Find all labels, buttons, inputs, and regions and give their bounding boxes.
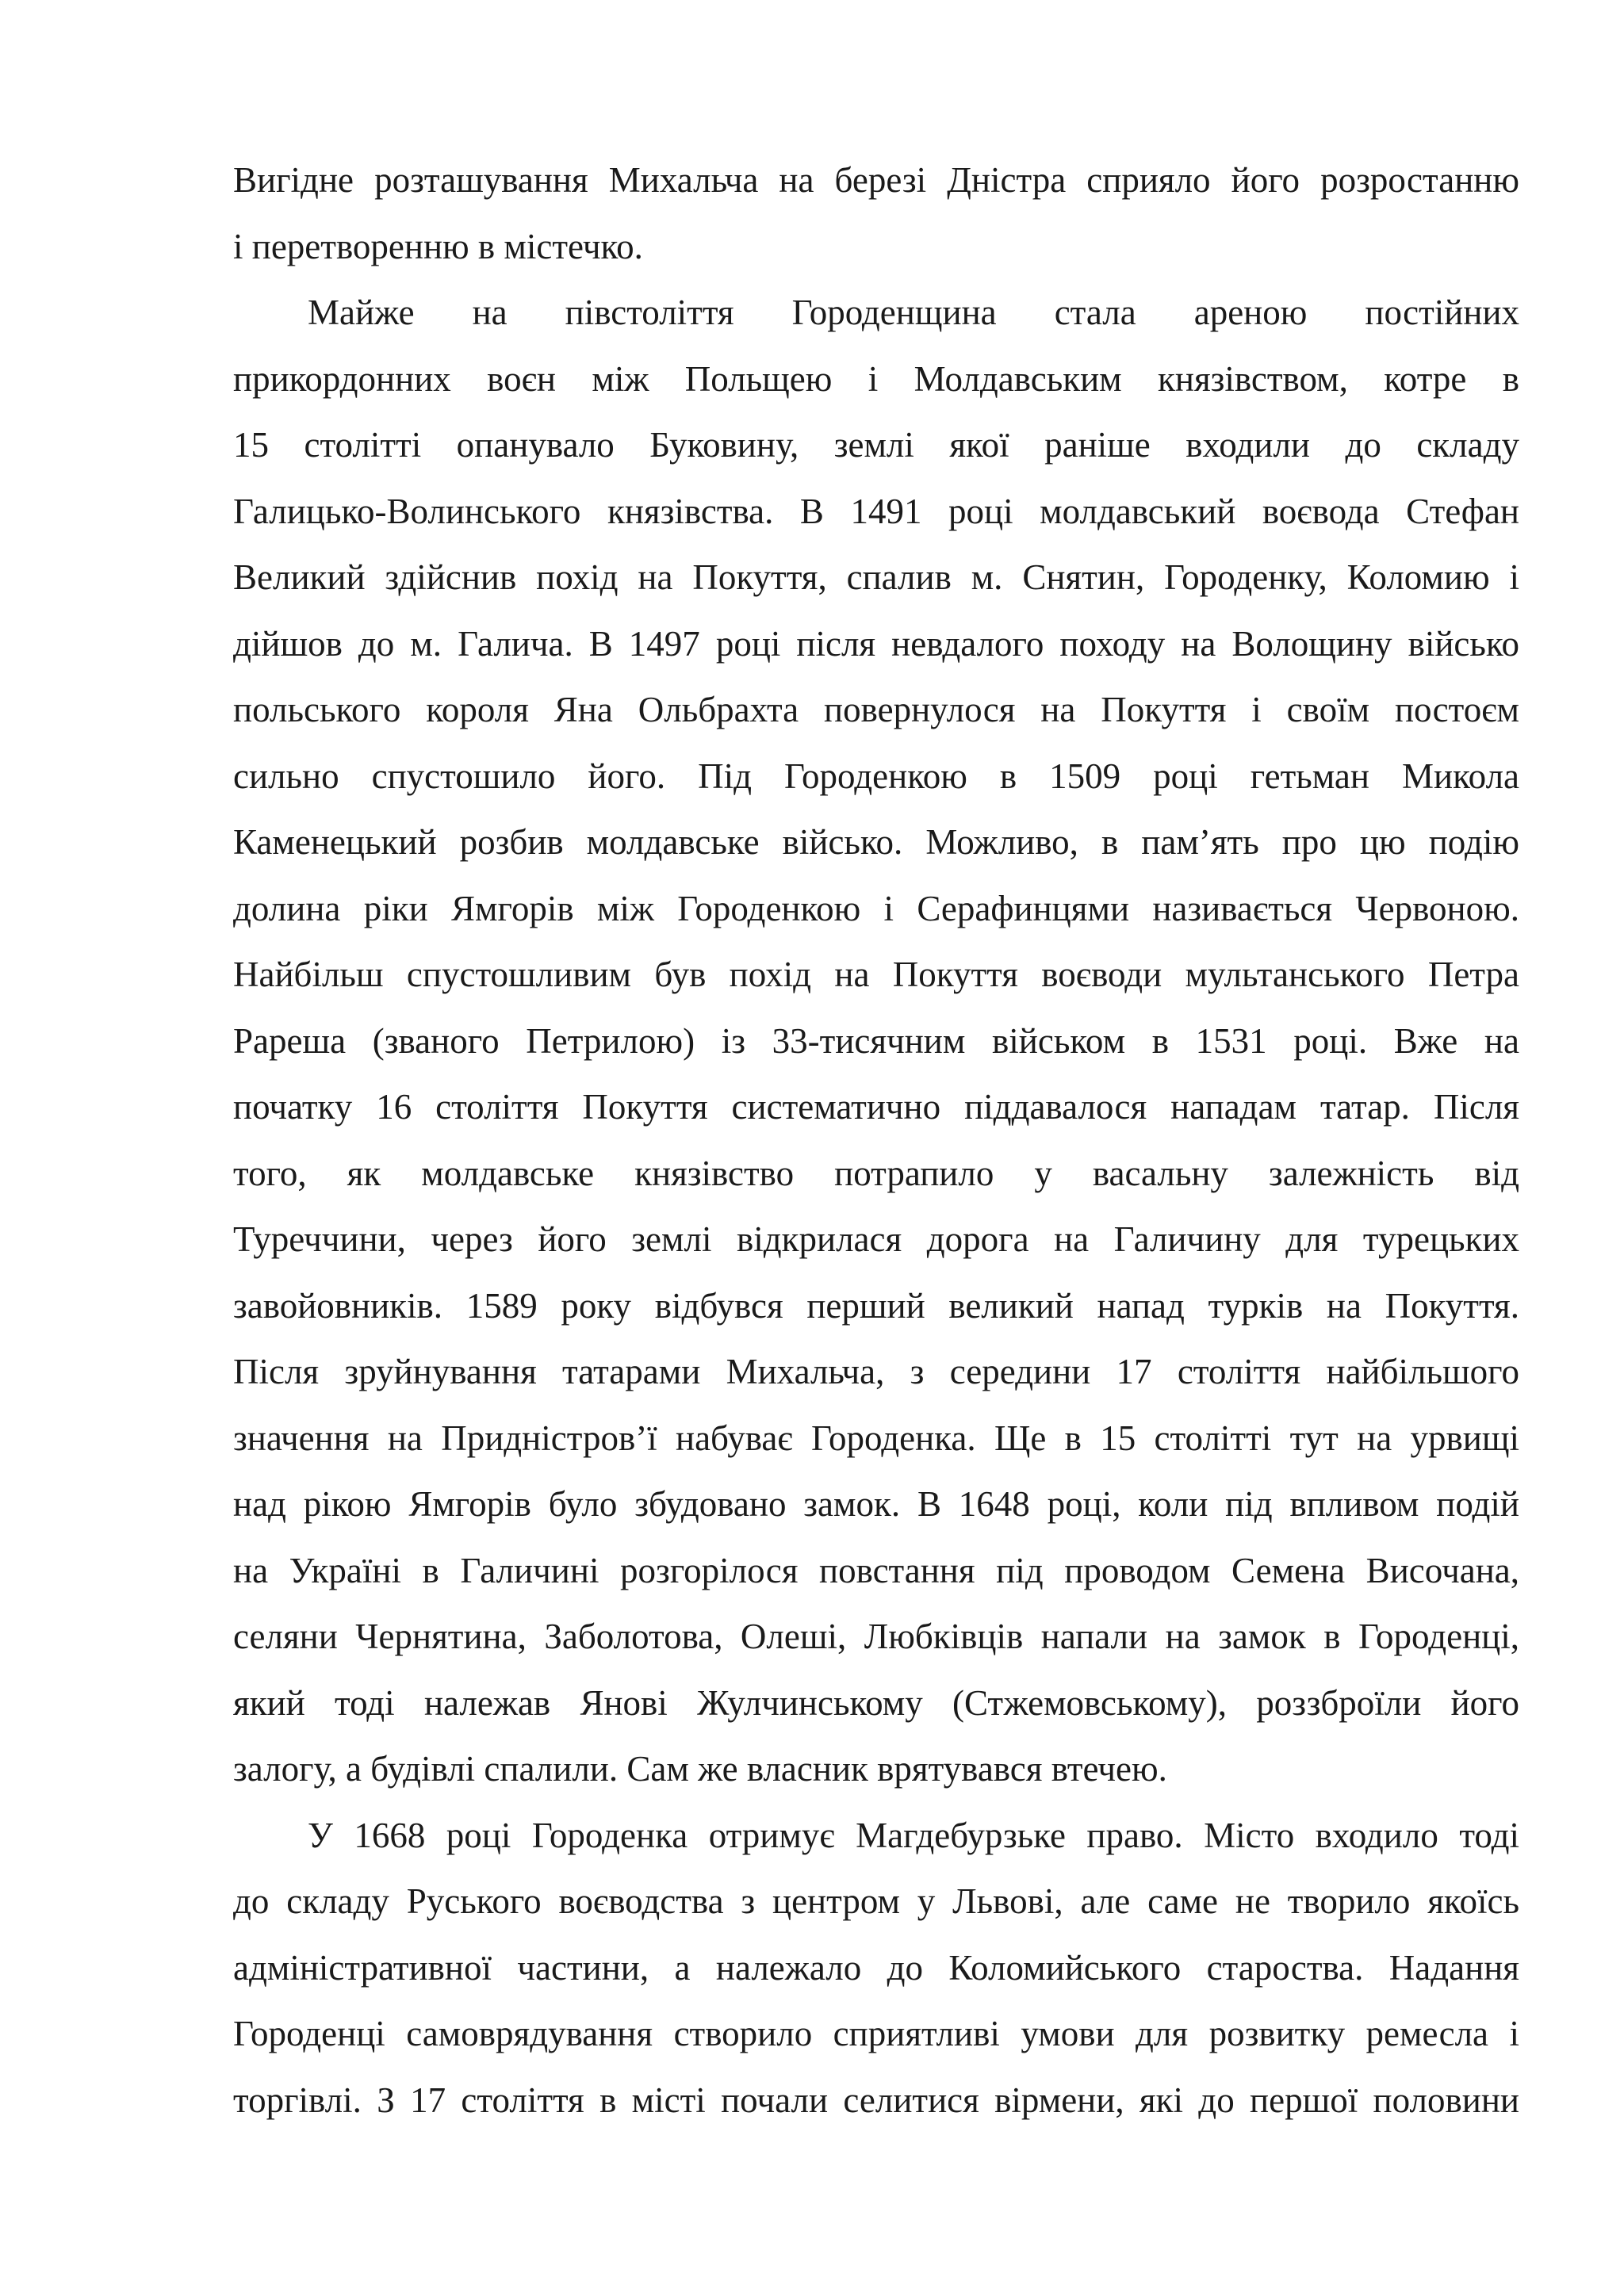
text-line: залогу, а будівлі спалили. Сам же власник врятувався втечею. [233,1749,1167,1789]
text-line: і перетворенню в містечко. [233,226,643,266]
text-line: Великий здійснив похід на Покуття, спалив м. Снятин, Городенку, Коломию і [233,557,1519,597]
text-line: який тоді належав Янові Жулчинському (Стжемовському), роззброїли його [233,1682,1519,1723]
text-line: 15 столітті опанувало Буковину, землі якої раніше входили до складу [233,425,1519,465]
text-line: Після зруйнування татарами Михальча, з середини 17 століття найбільшого [233,1352,1519,1391]
paragraph-3 [233,1803,1519,2134]
text-line: торгівлі. З 17 століття в місті почали селитися вірмени, які до першої половини [233,2080,1519,2120]
text-line: того, як молдавське князівство потрапило у васальну залежність від [233,1153,1519,1193]
text-line: Вигідне розташування Михальча на березі Дністра сприяло його розростанню [233,160,1519,200]
text-line: Майже на півстоліття Городенщина стала ареною постійних [308,293,1519,332]
text-line: початку 16 століття Покуття систематично піддавалося нападам татар. Після [233,1087,1519,1127]
text-line: сильно спустошило його. Під Городенкою в 1509 році гетьман Микола [233,756,1519,796]
text-line: адміністративної частини, а належало до Коломийського староства. Надання [233,1947,1519,1988]
text-line: селяни Чернятина, Заболотова, Олеші, Любківців напали на замок в Городенці, [233,1617,1519,1656]
text-line: Найбільш спустошливим був похід на Покуття воєводи мультанського Петра [233,955,1519,994]
text-line: на Україні в Галичині розгорілося повстання під проводом Семена Височана, [233,1550,1519,1590]
text-line: Каменецький розбив молдавське військо. Можливо, в пам’ять про цю подію [233,822,1519,862]
text-line: долина ріки Ямгорів між Городенкою і Серафинцями називається Червоною. [233,888,1519,928]
text-line: Туреччини, через його землі відкрилася дорога на Галичину для турецьких [233,1219,1519,1259]
text-line: до складу Руського воєводства з центром у Львові, але саме не творило якоїсь [233,1881,1519,1921]
paragraph-1 [233,147,1519,280]
text-line: У 1668 році Городенка отримує Магдебурзьке право. Місто входило тоді [308,1815,1519,1855]
text-line: польського короля Яна Ольбрахта повернулося на Покуття і своїм постоєм [233,690,1519,729]
text-line: прикордонних воєн між Польщею і Молдавським князівством, котре в [233,358,1519,399]
text-line: Городенці самоврядування створило сприятливі умови для розвитку ремесла і [233,2014,1519,2053]
body-text [233,147,1519,2133]
text-line: над рікою Ямгорів було збудовано замок. В 1648 році, коли під впливом подій [233,1484,1519,1524]
text-line: завойовників. 1589 року відбувся перший великий напад турків на Покуття. [233,1285,1519,1326]
text-line: Галицько-Волинського князівства. В 1491 році молдавський воєвода Стефан [233,491,1519,531]
text-line: Рареша (званого Петрилою) із 33-тисячним військом в 1531 році. Вже на [233,1020,1519,1061]
paragraph-2 [233,280,1519,1803]
text-line: значення на Придністров’ї набуває Городенка. Ще в 15 столітті тут на урвищі [233,1418,1519,1458]
text-line: дійшов до м. Галича. В 1497 році після невдалого походу на Волощину військо [233,623,1519,664]
